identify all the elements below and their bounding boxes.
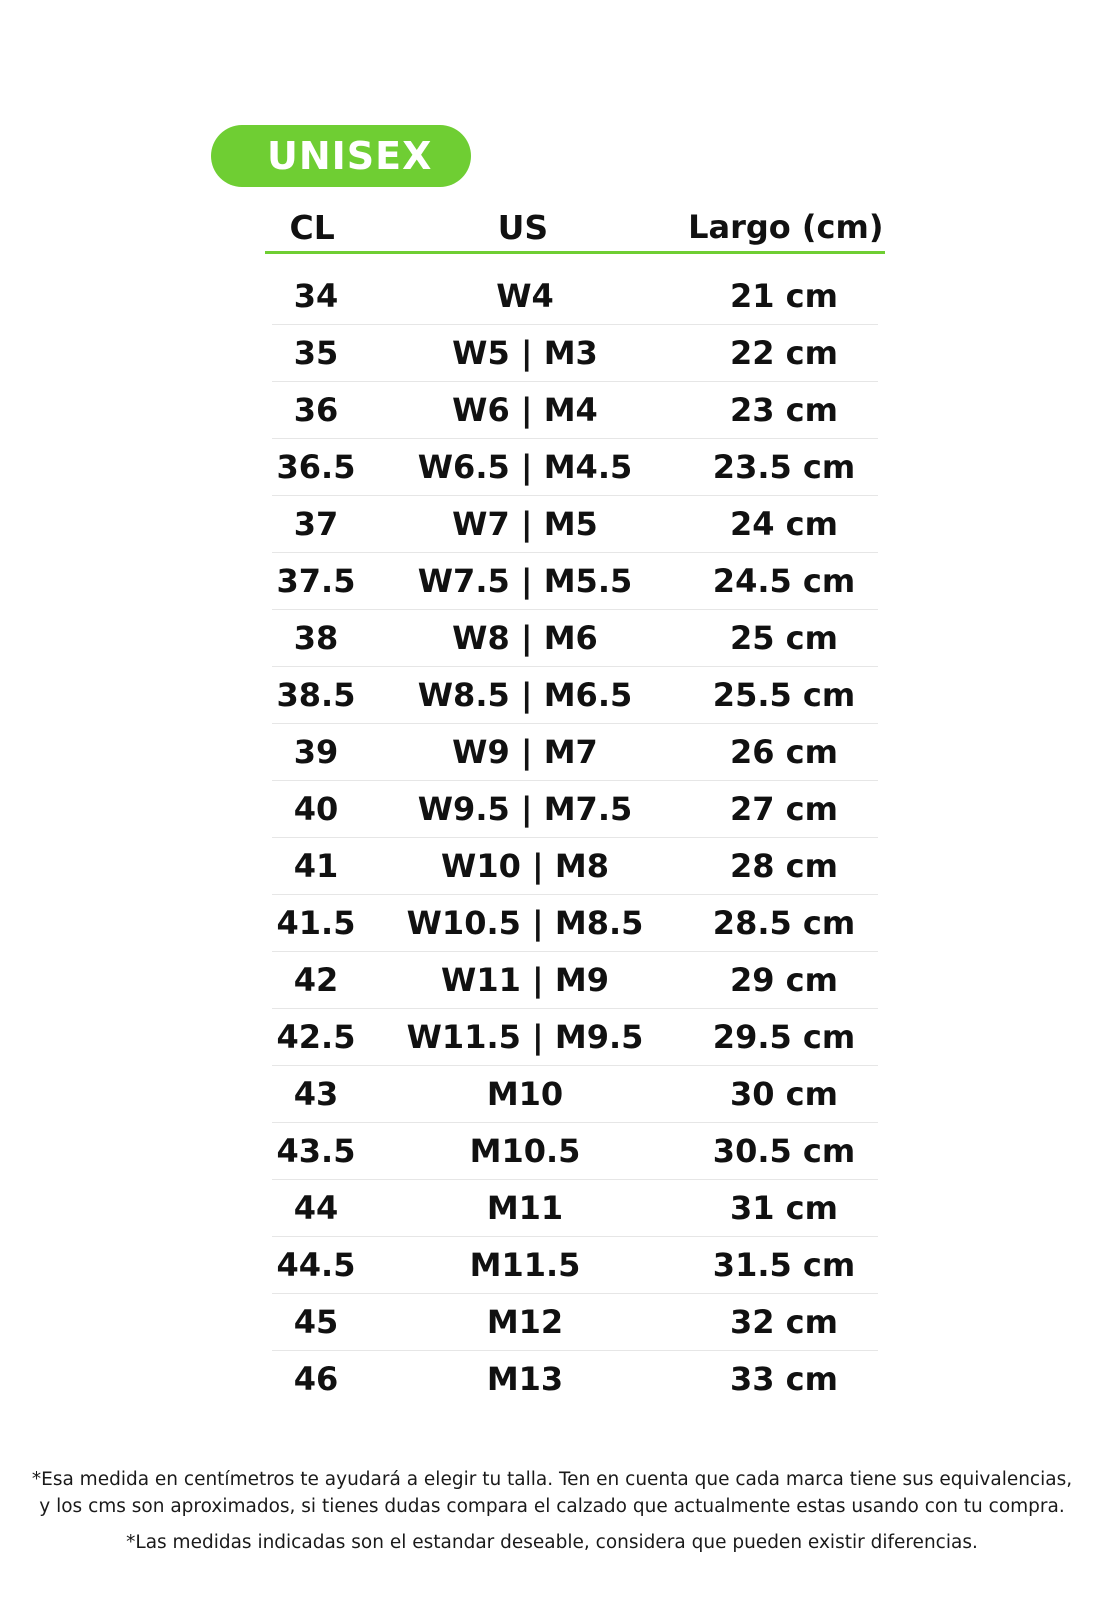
- cell-us: W11 | M9: [441, 961, 609, 999]
- cell-us: W4: [496, 277, 554, 315]
- cell-us: M12: [486, 1303, 564, 1341]
- table-row: [272, 610, 878, 667]
- table-row: [272, 1180, 878, 1237]
- cell-length: 32 cm: [730, 1303, 838, 1341]
- cell-cl: 43: [293, 1075, 339, 1113]
- cell-cl: 34: [293, 277, 339, 315]
- cell-length: 28.5 cm: [712, 904, 856, 942]
- cell-length: 24.5 cm: [712, 562, 856, 600]
- cell-us: M13: [486, 1360, 564, 1398]
- cell-cl: 39: [293, 733, 339, 771]
- cell-cl: 41.5: [276, 904, 356, 942]
- cell-us: W7.5 | M5.5: [417, 562, 633, 600]
- cell-length: 29.5 cm: [712, 1018, 856, 1056]
- cell-length: 26 cm: [730, 733, 838, 771]
- cell-length: 30 cm: [730, 1075, 838, 1113]
- cell-length: 28 cm: [730, 847, 838, 885]
- table-row: [272, 1237, 878, 1294]
- cell-cl: 46: [293, 1360, 339, 1398]
- header-length: Largo (cm): [688, 208, 884, 246]
- table-row: [272, 1066, 878, 1123]
- cell-cl: 41: [293, 847, 339, 885]
- table-row: [272, 1123, 878, 1180]
- table-row: [272, 838, 878, 895]
- footnotes: [30, 1466, 1074, 1556]
- cell-cl: 45: [293, 1303, 339, 1341]
- cell-length: 24 cm: [730, 505, 838, 543]
- cell-length: 33 cm: [730, 1360, 838, 1398]
- cell-us: W7 | M5: [452, 505, 598, 543]
- table-row: [272, 553, 878, 610]
- table-row: [272, 439, 878, 496]
- table-row: [272, 496, 878, 553]
- cell-cl: 38.5: [276, 676, 356, 714]
- table-row: [272, 268, 878, 325]
- table-row: [272, 325, 878, 382]
- cell-length: 23.5 cm: [712, 448, 856, 486]
- cell-cl: 44.5: [276, 1246, 356, 1284]
- cell-cl: 44: [293, 1189, 339, 1227]
- cell-length: 30.5 cm: [712, 1132, 856, 1170]
- cell-us: M11.5: [469, 1246, 581, 1284]
- cell-cl: 35: [293, 334, 339, 372]
- table-row: [272, 1351, 878, 1407]
- table-row: [272, 895, 878, 952]
- table-row: [272, 667, 878, 724]
- cell-us: M10: [486, 1075, 564, 1113]
- cell-us: W10 | M8: [441, 847, 609, 885]
- cell-length: 29 cm: [730, 961, 838, 999]
- cell-us: W11.5 | M9.5: [406, 1018, 644, 1056]
- cell-us: W6 | M4: [452, 391, 598, 429]
- cell-us: M11: [486, 1189, 564, 1227]
- cell-cl: 42: [293, 961, 339, 999]
- cell-length: 25.5 cm: [712, 676, 856, 714]
- cell-length: 23 cm: [730, 391, 838, 429]
- table-header: [265, 200, 885, 254]
- cell-us: W8 | M6: [452, 619, 598, 657]
- cell-us: W6.5 | M4.5: [417, 448, 633, 486]
- header-us: US: [497, 207, 549, 247]
- size-table: [272, 268, 878, 1407]
- cell-length: 31 cm: [730, 1189, 838, 1227]
- cell-cl: 38: [293, 619, 339, 657]
- cell-us: W10.5 | M8.5: [406, 904, 644, 942]
- footnote-standard: *Las medidas indicadas son el estandar deseable, considera que pueden existir diferencias.: [126, 1532, 978, 1553]
- cell-us: W9.5 | M7.5: [417, 790, 633, 828]
- cell-us: W9 | M7: [452, 733, 598, 771]
- cell-us: W5 | M3: [452, 334, 598, 372]
- footnote-centimeters: *Esa medida en centímetros te ayudará a elegir tu talla. Ten en cuenta que cada marca tiene sus equivalencias, y los cms son aproximados, si tienes dudas compara el calzado que actualmente estas usando con tu compra.: [31, 1469, 1073, 1517]
- cell-length: 22 cm: [730, 334, 838, 372]
- table-row: [272, 1009, 878, 1066]
- table-row: [272, 952, 878, 1009]
- cell-cl: 37.5: [276, 562, 356, 600]
- table-row: [272, 382, 878, 439]
- cell-us: M10.5: [469, 1132, 581, 1170]
- cell-length: 21 cm: [730, 277, 838, 315]
- unisex-badge: UNISEX: [211, 125, 471, 187]
- table-row: [272, 724, 878, 781]
- cell-cl: 36: [293, 391, 339, 429]
- table-row: [272, 1294, 878, 1351]
- cell-length: 31.5 cm: [712, 1246, 856, 1284]
- header-cl: CL: [289, 207, 335, 247]
- cell-cl: 37: [293, 505, 339, 543]
- table-row: [272, 781, 878, 838]
- cell-cl: 36.5: [276, 448, 356, 486]
- cell-us: W8.5 | M6.5: [417, 676, 633, 714]
- cell-length: 25 cm: [730, 619, 838, 657]
- cell-cl: 42.5: [276, 1018, 356, 1056]
- cell-length: 27 cm: [730, 790, 838, 828]
- header-divider: [265, 251, 885, 254]
- cell-cl: 43.5: [276, 1132, 356, 1170]
- cell-cl: 40: [293, 790, 339, 828]
